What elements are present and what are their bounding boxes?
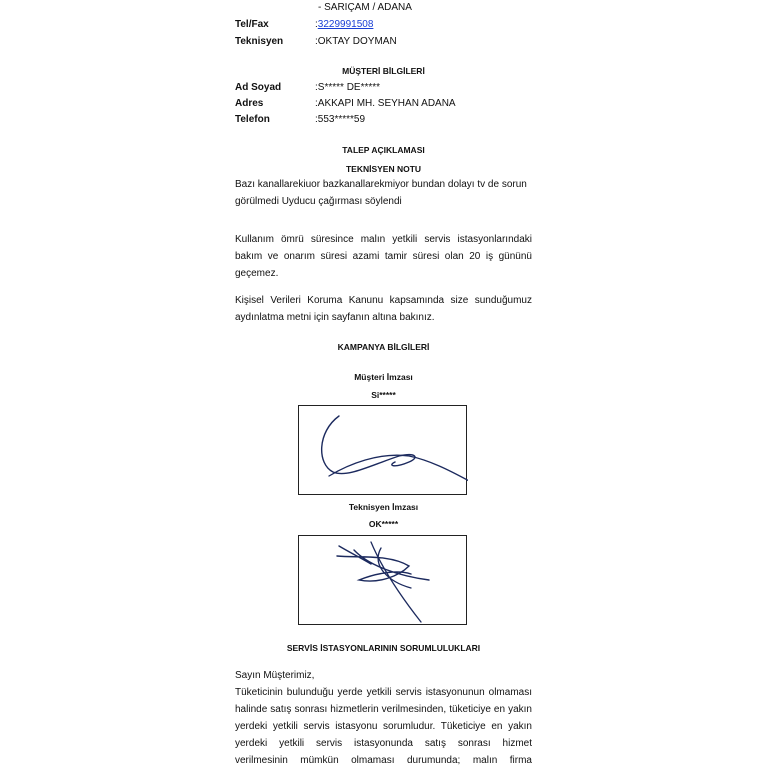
tech-note-line: Bazı kanallarekiuor bazkanallarekmiyor bundan dolayı tv de sorun (235, 179, 527, 190)
technician-value: OKTAY DOYMAN (317, 36, 397, 47)
phone-value-wrap: :553*****59 (315, 114, 366, 125)
telfax-colon: :3229991508 (315, 19, 374, 30)
customer-signature-heading: Müşteri İmzası (354, 372, 413, 382)
technician-signature-heading: Teknisyen İmzası (348, 502, 419, 512)
greeting-line: Sayın Müşterimiz, (235, 670, 315, 681)
technician-value-wrap: :OKTAY DOYMAN (315, 36, 397, 47)
kvkk-line: Kişisel Verileri Koruma Kanunu kapsamında size sunduğumuz (235, 295, 532, 306)
warranty-line: geçemez. (235, 268, 279, 279)
campaign-heading: KAMPANYA BİLGİLERİ (337, 342, 430, 352)
name-value: S***** DE***** (317, 82, 381, 93)
technician-signature-box (298, 535, 467, 625)
responsibility-line: Tüketicinin bulunduğu yerde yetkili servis istasyonunun olmaması (235, 687, 532, 698)
responsibility-line: verilmesinin mümkün olmaması durumunda; malın firma (235, 755, 532, 766)
tech-note-heading: TEKNİSYEN NOTU (345, 164, 422, 174)
address-label: Adres (235, 98, 264, 109)
telfax-link[interactable]: 3229991508 (317, 19, 374, 30)
customer-signature-name: Si***** (371, 390, 396, 400)
customer-signature-box (298, 405, 467, 495)
address-value-wrap: :AKKAPI MH. SEYHAN ADANA (315, 98, 456, 109)
responsibilities-heading: SERVİS İSTASYONLARININ SORUMLULUKLARI (286, 643, 481, 653)
phone-value: 553*****59 (317, 114, 366, 125)
warranty-line: bakım ve onarım süresi azami tamir süresi olan 20 iş gününü (235, 251, 532, 262)
warranty-text (235, 231, 532, 282)
technician-signature-name: OK***** (368, 519, 399, 529)
technician-signature-image (299, 536, 468, 626)
customer-signature-image (299, 406, 468, 496)
responsibility-line: yerdeki yetkili servis istasyonu sorumludur. Tüketiciye en yakın (235, 721, 532, 732)
telfax-label: Tel/Fax (235, 19, 269, 30)
responsibilities-text (235, 667, 532, 769)
name-value-wrap: :S***** DE***** (315, 82, 381, 93)
address-tail: - SARIÇAM / ADANA (318, 2, 412, 13)
request-heading: TALEP AÇIKLAMASI (342, 145, 425, 155)
kvkk-text (235, 292, 532, 326)
customer-info-heading: MÜŞTERİ BİLGİLERİ (342, 66, 425, 76)
tech-note-text (235, 176, 532, 210)
technician-label: Teknisyen (235, 36, 284, 47)
tech-note-line: görülmedi Uyducu çağırması söylendi (235, 196, 402, 207)
responsibility-line: yerdeki yetkili servis istasyonunda satış sonrası hizmet (235, 738, 532, 749)
name-label: Ad Soyad (235, 82, 282, 93)
kvkk-line: aydınlatma metni için sayfanın altına bakınız. (235, 312, 435, 323)
address-value: AKKAPI MH. SEYHAN ADANA (317, 98, 456, 109)
phone-label: Telefon (235, 114, 270, 125)
responsibility-line: halinde satış sonrası hizmetlerin verilmesinden, tüketiciye en yakın (235, 704, 532, 715)
warranty-line: Kullanım ömrü süresince malın yetkili servis istasyonlarındaki (235, 234, 532, 245)
